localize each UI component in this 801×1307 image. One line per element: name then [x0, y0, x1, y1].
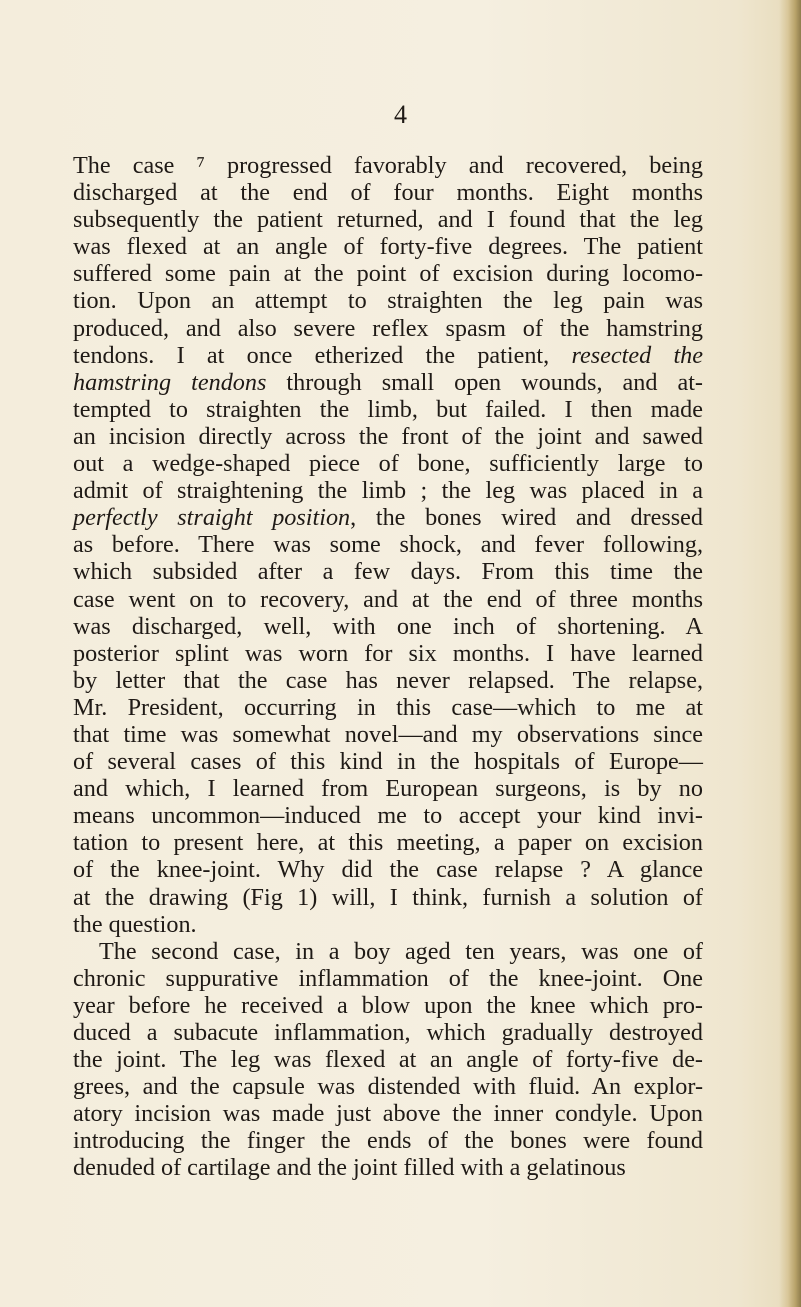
- text-line: [73, 802, 703, 829]
- text-run: admit of straightening the limb ; the leg was placed in a: [73, 477, 703, 505]
- text-line: [73, 640, 703, 667]
- italic-text: perfectly straight position: [73, 504, 351, 532]
- text-run: and which, I learned from European surgeons, is by no: [73, 775, 703, 803]
- text-run: year before he received a blow upon the knee which pro-: [73, 991, 703, 1019]
- text-line: [73, 396, 703, 423]
- text-run: atory incision was made just above the inner condyle. Upon: [73, 1100, 703, 1128]
- text-line: [73, 992, 703, 1019]
- text-line: [73, 315, 703, 342]
- text-line: [73, 1046, 703, 1073]
- text-line: [73, 152, 703, 179]
- text-line: [73, 206, 703, 233]
- text-line: [73, 1100, 703, 1127]
- text-line: [73, 179, 703, 206]
- text-line: [73, 450, 703, 477]
- text-run: of several cases of this kind in the hospitals of Europe—: [73, 748, 703, 776]
- text-line: [73, 748, 703, 775]
- text-line: [73, 694, 703, 721]
- text-run: The case ⁷ progressed favorably and recovered, being: [73, 152, 703, 179]
- text-line: [73, 884, 703, 911]
- page-number: 4: [394, 100, 407, 129]
- text-run: which subsided after a few days. From this time the: [73, 558, 703, 586]
- text-run: was discharged, well, with one inch of shortening. A: [73, 612, 703, 640]
- text-run: an incision directly across the front of the joint and sawed: [73, 422, 703, 450]
- italic-text: hamstring tendons: [73, 368, 267, 396]
- text-run: means uncommon—induced me to accept your kind invi-: [73, 802, 703, 830]
- text-line: [73, 531, 703, 558]
- text-line: [73, 369, 703, 396]
- text-run: through small open wounds, and at-: [266, 368, 703, 396]
- text-run: posterior splint was worn for six months. I have learned: [73, 639, 703, 667]
- text-line: [73, 829, 703, 856]
- text-run: denuded of cartilage and the joint filled with a gelatinous: [73, 1154, 626, 1182]
- text-run: produced, and also severe reflex spasm of the hamstring: [73, 314, 703, 342]
- text-line: [73, 721, 703, 748]
- text-run: suffered some pain at the point of excision during locomo-: [73, 260, 703, 288]
- text-line: [73, 1073, 703, 1100]
- text-run: case went on to recovery, and at the end of three months: [73, 585, 703, 613]
- text-run: tion. Upon an attempt to straighten the leg pain was: [73, 287, 703, 315]
- text-line: [73, 775, 703, 802]
- text-run: duced a subacute inflammation, which gradually destroyed: [73, 1019, 703, 1046]
- text-run: , the bones wired and dressed: [350, 504, 704, 532]
- text-run: the question.: [73, 910, 197, 938]
- text-run: Mr. President, occurring in this case—which to me at: [73, 693, 703, 721]
- text-line: [73, 1019, 703, 1046]
- text-run: that time was somewhat novel—and my observations since: [73, 720, 703, 748]
- text-run: tation to present here, at this meeting, a paper on excision: [73, 829, 703, 857]
- text-line: [73, 260, 703, 287]
- text-line: [73, 558, 703, 585]
- text-line: [73, 586, 703, 613]
- text-run: The second case, in a boy aged ten years, was one of: [99, 937, 703, 965]
- text-run: tempted to straighten the limb, but failed. I then made: [73, 395, 703, 423]
- text-line: [73, 504, 703, 531]
- italic-text: resected the: [571, 341, 704, 369]
- text-line: [73, 342, 703, 369]
- text-line: [73, 1154, 703, 1181]
- text-run: of the knee-joint. Why did the case relapse ? A glance: [73, 856, 703, 884]
- text-line: [73, 856, 703, 883]
- text-run: discharged at the end of four months. Eight months: [73, 179, 703, 207]
- text-run: tendons. I at once etherized the patient,: [73, 341, 572, 369]
- text-run: chronic suppurative inflammation of the knee-joint. One: [73, 964, 703, 992]
- text-line: [73, 233, 703, 260]
- text-run: grees, and the capsule was distended with fluid. An explor-: [73, 1073, 703, 1101]
- text-run: out a wedge-shaped piece of bone, sufficiently large to: [73, 450, 703, 478]
- page-edge-shadow: [779, 0, 801, 1307]
- text-run: by letter that the case has never relapsed. The relapse,: [73, 666, 703, 694]
- text-run: the joint. The leg was flexed at an angle of forty-five de-: [73, 1046, 703, 1074]
- text-run: subsequently the patient returned, and I found that the leg: [73, 206, 703, 234]
- text-line: [73, 423, 703, 450]
- text-line: [73, 965, 703, 992]
- text-run: was flexed at an angle of forty-five degrees. The patient: [73, 233, 703, 261]
- text-line: [73, 938, 703, 965]
- text-line: [73, 1127, 703, 1154]
- text-run: as before. There was some shock, and fever following,: [73, 531, 703, 559]
- text-line: [73, 477, 703, 504]
- text-run: introducing the finger the ends of the bones were found: [73, 1127, 703, 1155]
- text-line: [73, 911, 703, 938]
- text-run: at the drawing (Fig 1) will, I think, furnish a solution of: [73, 883, 703, 911]
- text-line: [73, 287, 703, 314]
- text-line: [73, 613, 703, 640]
- body-text: [73, 152, 703, 1182]
- text-line: [73, 667, 703, 694]
